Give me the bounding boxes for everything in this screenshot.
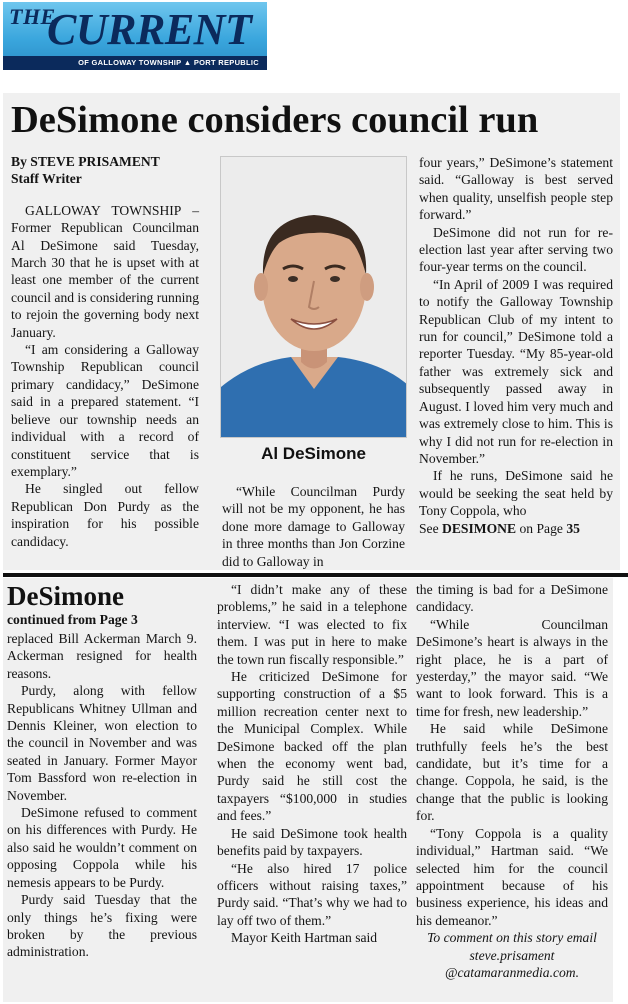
paragraph: DeSimone refused to comment on his differences with Purdy. He also said he wouldn’t comment on opposing Coppola while his nemesis appears to be Purdy.	[7, 805, 197, 890]
paragraph: He said DeSimone took health benefits paid by taxpayers.	[217, 825, 407, 859]
jump-page-label: on Page	[519, 520, 563, 536]
masthead-title: CURRENT	[47, 5, 252, 54]
byline-name: By STEVE PRISAMENT	[11, 154, 160, 169]
paragraph: Purdy, along with fellow Republicans Whitney Ullman and Dennis Kleiner, won election to the council in November and was seated in January. Former Mayor Tom Bassford won re-election in November.	[7, 683, 197, 803]
jump-name: DESIMONE	[442, 520, 517, 536]
section-divider	[3, 573, 628, 577]
paragraph: “While Councilman DeSimone’s heart is always in the right place, he is a part of yesterday,” the mayor said. “We want to look forward. This is a time for fresh, new leadership.”	[416, 616, 608, 719]
continued-from-label: continued from Page 3	[7, 612, 138, 627]
continuation-headline: DeSimone	[7, 581, 124, 611]
paragraph: “While Councilman Purdy will not be my opponent, he has done more damage to Galloway in three months than Jon Corzine did to Galloway in	[222, 484, 405, 569]
portrait-photo	[220, 156, 407, 438]
article-column-3	[419, 154, 613, 537]
paragraph: “I didn’t make any of these problems,” he said in a telephone interview. “I was elected to fix them. I was put in here to make the town run fiscally responsible.”	[217, 582, 407, 667]
byline-role: Staff Writer	[11, 171, 82, 187]
masthead-logo	[3, 2, 267, 70]
continuation-column-2	[217, 581, 407, 947]
paragraph: “Tony Coppola is a quality individual,” Hartman said. “We selected him for the council appointment because of his business experience, his ideas and his demeanor.”	[416, 825, 608, 928]
paragraph: He said while DeSimone truthfully feels he’s the best candidate, but it’s time for a change. Coppola, he said, is the change that the public is looking for.	[416, 721, 608, 824]
jump-reference	[419, 520, 613, 537]
paragraph: “He also hired 17 police officers without raising taxes,” Purdy said. “That’s why we had to lay off two of them.”	[217, 860, 407, 928]
portrait-illustration	[221, 157, 407, 438]
comment-tagline: To comment on this story email steve.prisament @catamaranmedia.com.	[427, 930, 597, 980]
paragraph: “In April of 2009 I was required to notify the Galloway Township Republican Club of my intent to run for council,” DeSimone told a reporter Tuesday. “My 85-year-old father was extremely sick and subsequently passed away in August. I loved him very much and was extremely close to him. This is why I did not run for re-election in November.”	[419, 276, 613, 466]
paragraph: GALLOWAY TOWNSHIP – Former Republican Councilman Al DeSimone said Tuesday, March 30 that he is upset with at least one member of the current council and is considering running to rejoin the governing body next January.	[11, 202, 200, 340]
continuation-column-1	[7, 630, 197, 961]
photo-caption: Al DeSimone	[261, 444, 366, 463]
masthead-subtitle: OF GALLOWAY TOWNSHIP ▲ PORT REPUBLIC	[78, 58, 259, 67]
paragraph: DeSimone did not run for re-election last year after serving two four-year terms on the council.	[419, 224, 613, 275]
masthead-the: THE	[9, 4, 56, 29]
paragraph: He criticized DeSimone for supporting construction of a $5 million recreation center next to the Municipal Complex. While DeSimone backed off the plan when the economy went bad, Purdy said he still cost the taxpayers “$100,000 in studies and fees.”	[217, 669, 407, 824]
article-column-1	[11, 153, 199, 550]
paragraph: If he runs, DeSimone said he would be seeking the seat held by Tony Coppola, who	[419, 468, 613, 519]
paragraph: Mayor Keith Hartman said	[231, 930, 378, 946]
article-column-2	[222, 483, 405, 570]
jump-page-number: 35	[566, 520, 580, 536]
article-headline: DeSimone considers council run	[11, 99, 539, 141]
article-clipping	[3, 93, 620, 570]
paragraph: “I am considering a Galloway Township Republican council primary candidacy,” DeSimone said in a prepared statement. “I believe our township needs an individual with a record of constituent service that is exemplary.”	[11, 342, 199, 479]
paragraph: replaced Bill Ackerman March 9. Ackerman resigned for health reasons.	[7, 631, 197, 681]
continuation-clipping	[3, 578, 613, 1002]
paragraph: the timing is bad for a DeSimone candidacy.	[416, 582, 608, 615]
paragraph: four years,” DeSimone’s statement said. “Galloway is best served when quality, unselfish people step forward.”	[419, 155, 613, 223]
paragraph: He singled out fellow Republican Don Purdy as the inspiration for his possible candidacy.	[11, 481, 199, 549]
continuation-column-3	[416, 581, 608, 981]
paragraph: Purdy said Tuesday that the only things he’s fixing were broken by the previous administration.	[7, 892, 197, 960]
jump-see: See	[419, 520, 439, 536]
